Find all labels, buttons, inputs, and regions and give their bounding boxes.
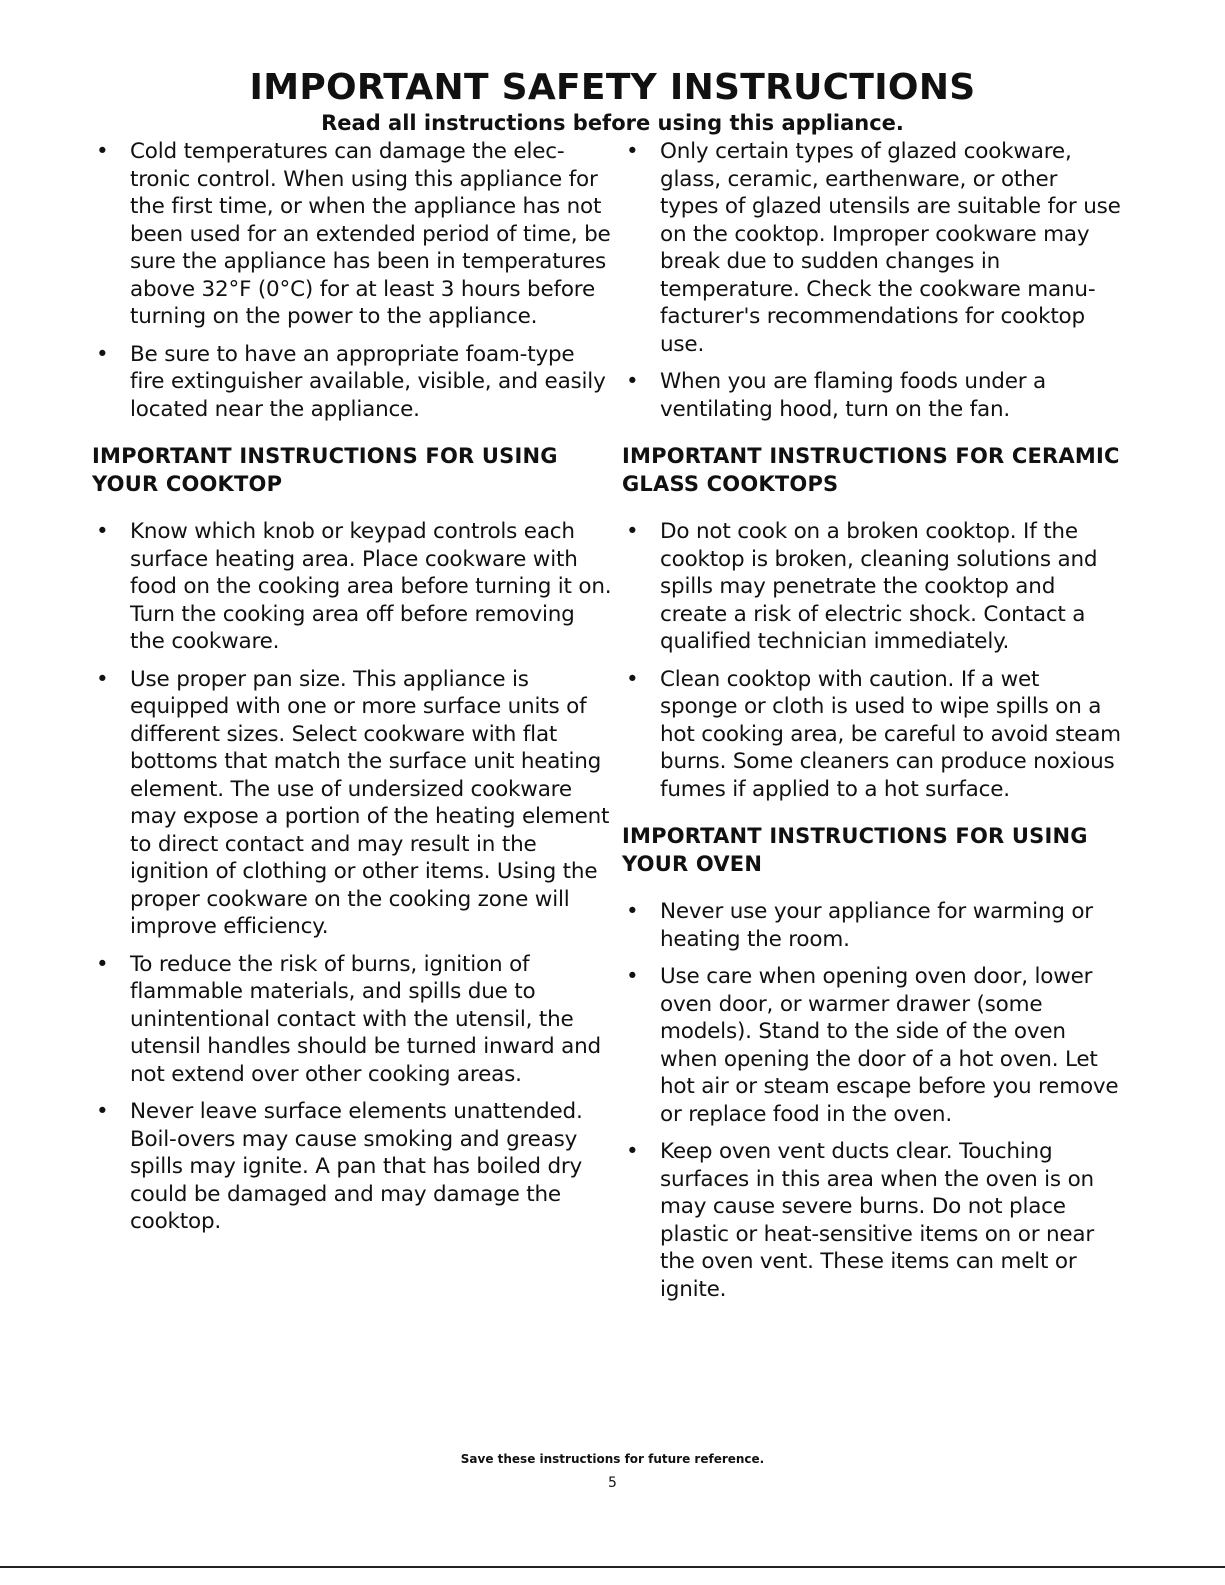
list-item-text: Know which knob or keypad controls each surface heating area. Place cookware with food on the cooking area before turning it on. Turn the cooking area off before removing the cookware. (130, 519, 612, 654)
cooktop-section-heading: IMPORTANT INSTRUCTIONS FOR USING YOUR COOKTOP (92, 444, 558, 496)
list-item-text: When you are flaming foods under a ventilating hood, turn on the fan. (660, 369, 1046, 422)
bullet-icon: • (96, 519, 109, 544)
list-item (92, 1098, 612, 1236)
bullet-icon: • (626, 1139, 639, 1164)
ceramic-list (622, 518, 1122, 803)
list-item-text: Only certain types of glazed cookware, glass, ceramic, earthenware, or other types of glazed utensils are suitable for use on the cooktop. Improper cookware may break due to sudden changes in temperature. Check the cookware manu- facturer's recommendations for cooktop use. (660, 139, 1121, 357)
list-item-text: Keep oven vent ducts clear. Touching surfaces in this area when the oven is on may cause severe burns. Do not place plastic or heat-sensitive items on or near the oven vent. These items can melt or ignite. (660, 1139, 1095, 1302)
list-item (622, 1138, 1122, 1303)
list-item (92, 341, 612, 424)
list-item (622, 138, 1122, 358)
bullet-icon: • (96, 1099, 109, 1124)
page-subtitle: Read all instructions before using this appliance. (321, 111, 904, 135)
right-column (622, 138, 1122, 1303)
bullet-icon: • (96, 951, 109, 977)
bullet-icon: • (626, 139, 639, 164)
list-item (622, 898, 1122, 953)
list-item-text: Be sure to have an appropriate foam-type fire extinguisher available, visible, and easily located near the appliance. (130, 341, 606, 422)
list-item (622, 518, 1122, 656)
cooktop-list (92, 518, 612, 1236)
bullet-icon: • (96, 666, 109, 692)
bullet-icon: • (626, 519, 639, 544)
footer-note: Save these instructions for future reference. (460, 1452, 765, 1466)
bullet-icon: • (96, 139, 109, 164)
list-item (92, 666, 612, 941)
list-item-text: Clean cooktop with caution. If a wet sponge or cloth is used to wipe spills on a hot cooking area, be careful to avoid steam burns. Some cleaners can produce noxious fumes if applied to a hot surface. (660, 666, 1121, 802)
list-item-text: Do not cook on a broken cooktop. If the cooktop is broken, cleaning solutions and spills may penetrate the cooktop and create a risk of electric shock. Contact a qualified technician immediately. (660, 519, 1098, 654)
bullet-icon: • (96, 341, 109, 367)
ceramic-section-heading: IMPORTANT INSTRUCTIONS FOR CERAMIC GLASS COOKTOPS (622, 444, 1120, 496)
list-item (622, 963, 1122, 1128)
left-column (92, 138, 612, 1236)
list-item (92, 951, 612, 1089)
oven-list (622, 898, 1122, 1303)
list-item-text: Use care when opening oven door, lower oven door, or warmer drawer (some models). Stand to the side of the oven when opening the door of a hot oven. Let hot air or steam escape before you remove or replace food in the oven. (660, 964, 1119, 1127)
page-number: 5 (608, 1475, 617, 1491)
list-item (92, 518, 612, 656)
list-item (92, 138, 612, 331)
list-item-text: Use proper pan size. This appliance is equipped with one or more surface units of different sizes. Select cookware with flat bottoms that match the surface unit heating element. The use of undersized cookware may expose a portion of the heating element to direct contact and may result in the ignition of clothing or other items. Using the proper cookware on the cooking zone will improve efficiency. (130, 666, 610, 939)
list-item (622, 666, 1122, 804)
bullet-icon: • (626, 666, 639, 692)
page-title: IMPORTANT SAFETY INSTRUCTIONS (249, 67, 976, 108)
list-item-text: Cold temperatures can damage the elec- tronic control. When using this appliance for the first time, or when the appliance has not been used for an extended period of time, be sure the appliance has been in temperatures above 32°F (0°C) for at least 3 hours before turning on the power to the appliance. (130, 139, 611, 329)
list-item-text: Never leave surface elements unattended. Boil-overs may cause smoking and greasy spills may ignite. A pan that has boiled dry could be damaged and may damage the cooktop. (130, 1099, 583, 1234)
right-intro-list (622, 138, 1122, 423)
bottom-divider (0, 1566, 1225, 1568)
oven-section-heading: IMPORTANT INSTRUCTIONS FOR USING YOUR OVEN (622, 824, 1088, 876)
bullet-icon: • (626, 899, 639, 924)
left-intro-list (92, 138, 612, 423)
list-item-text: Never use your appliance for warming or heating the room. (660, 899, 1093, 952)
bullet-icon: • (626, 964, 639, 989)
bullet-icon: • (626, 369, 639, 394)
list-item-text: To reduce the risk of burns, ignition of flammable materials, and spills due to unintentional contact with the utensil, the utensil handles should be turned inward and not extend over other cooking areas. (130, 951, 601, 1087)
list-item (622, 368, 1122, 423)
